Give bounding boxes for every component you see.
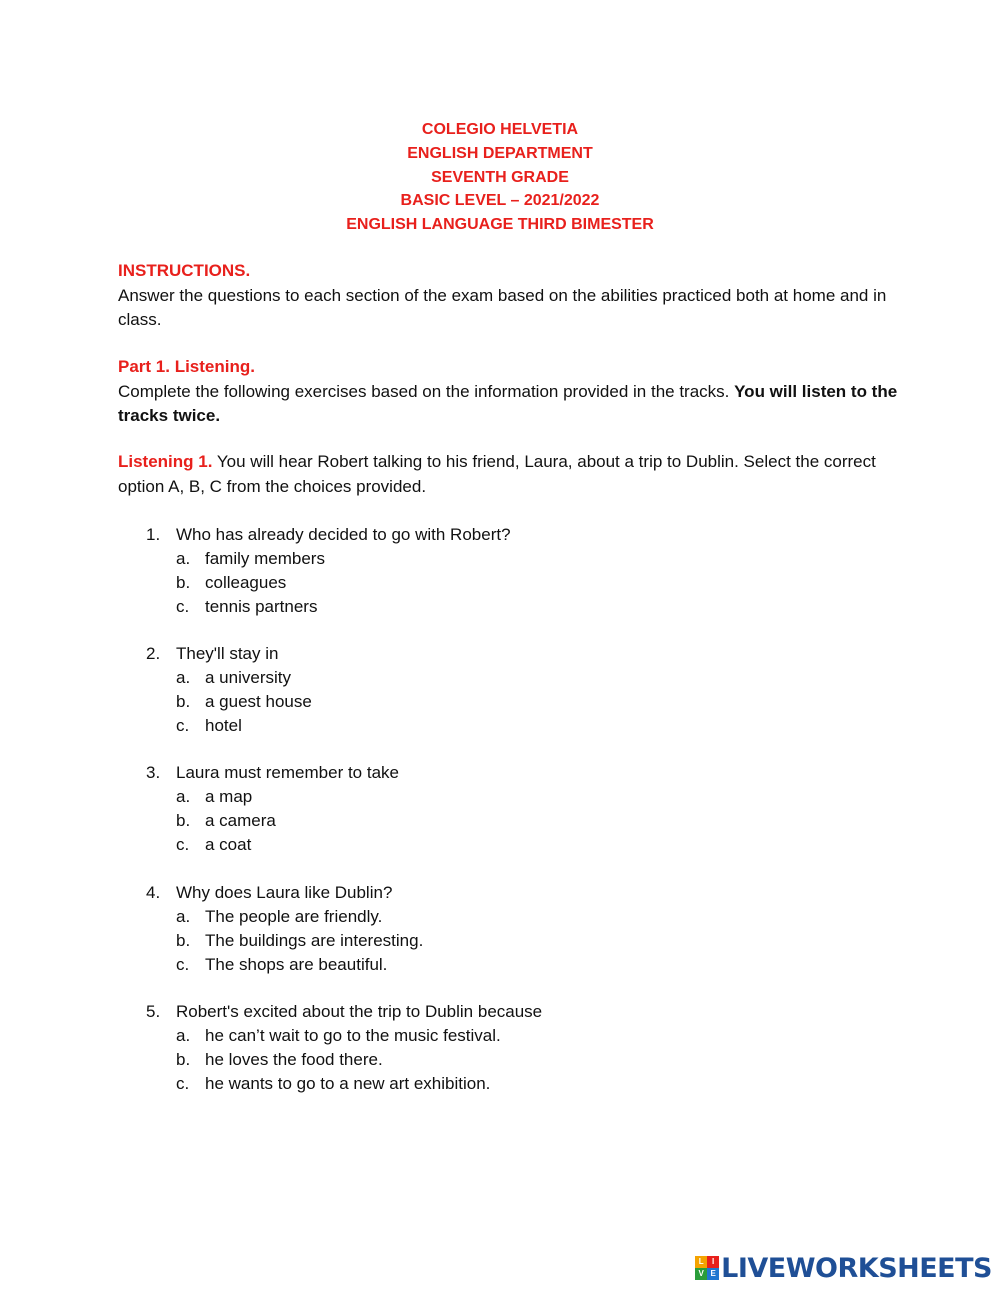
- question-4-options: [176, 905, 423, 977]
- option-text: he loves the food there.: [205, 1050, 383, 1069]
- option-c[interactable]: [176, 833, 276, 857]
- option-b[interactable]: [176, 809, 276, 833]
- part1-bold-note: You will listen to the tracks twice.: [118, 381, 898, 425]
- question-2: [146, 642, 278, 666]
- logo-mark-e: E: [707, 1268, 719, 1280]
- instructions-heading: INSTRUCTIONS.: [118, 261, 251, 280]
- level-year: BASIC LEVEL – 2021/2022: [400, 192, 600, 210]
- option-text: a coat: [205, 835, 252, 854]
- option-a[interactable]: [176, 905, 423, 929]
- logo-mark-v: V: [695, 1268, 707, 1280]
- part1-text: [118, 380, 898, 429]
- option-text: a guest house: [205, 692, 312, 711]
- option-text: tennis partners: [205, 597, 318, 616]
- listening1-label: Listening 1.: [118, 452, 213, 471]
- option-text: hotel: [205, 716, 242, 735]
- exam-title: ENGLISH LANGUAGE THIRD BIMESTER: [346, 216, 654, 234]
- question-4: [146, 881, 392, 905]
- question-5-options: [176, 1024, 501, 1096]
- question-3-options: [176, 785, 276, 857]
- part1-heading: Part 1. Listening.: [118, 357, 255, 376]
- instructions-section: [118, 259, 898, 333]
- listening1-text: You will hear Robert talking to his friend, Laura, about a trip to Dublin. Select the correct option A, B, C from the choices provided.: [118, 452, 876, 496]
- option-b[interactable]: [176, 929, 423, 953]
- liveworksheets-logo: [695, 1253, 992, 1283]
- option-b[interactable]: [176, 1048, 501, 1072]
- question-number: 1.: [146, 525, 161, 544]
- listening1-section: [118, 450, 898, 499]
- logo-text: LIVEWORKSHEETS: [721, 1252, 992, 1284]
- option-a[interactable]: [176, 547, 325, 571]
- option-text: The people are friendly.: [205, 907, 383, 926]
- option-a[interactable]: [176, 785, 276, 809]
- option-letter: a.: [176, 787, 191, 806]
- option-text: he can’t wait to go to the music festival.: [205, 1026, 501, 1045]
- question-text: Who has already decided to go with Robert?: [176, 525, 511, 544]
- option-letter: c.: [176, 716, 190, 735]
- part1-section: [118, 355, 898, 429]
- question-text: They'll stay in: [176, 644, 279, 663]
- option-letter: c.: [176, 597, 190, 616]
- option-letter: a.: [176, 549, 191, 568]
- grade-label: SEVENTH GRADE: [431, 168, 569, 186]
- logo-mark-i: I: [707, 1256, 719, 1268]
- option-text: The buildings are interesting.: [205, 931, 424, 950]
- logo-mark-l: L: [695, 1256, 707, 1268]
- question-5: [146, 1000, 542, 1024]
- option-letter: b.: [176, 573, 191, 592]
- instructions-text: Answer the questions to each section of the exam based on the abilities practiced both at home and in class.: [118, 285, 887, 329]
- option-b[interactable]: [176, 571, 325, 595]
- option-text: a camera: [205, 811, 276, 830]
- question-text: Why does Laura like Dublin?: [176, 883, 393, 902]
- option-letter: b.: [176, 931, 191, 950]
- option-letter: c.: [176, 835, 190, 854]
- option-text: colleagues: [205, 573, 287, 592]
- option-text: a university: [205, 668, 291, 687]
- question-number: 4.: [146, 883, 161, 902]
- option-c[interactable]: [176, 953, 423, 977]
- question-text: Laura must remember to take: [176, 763, 399, 782]
- question-1: [146, 523, 511, 547]
- liveworksheets-logo-icon: [695, 1256, 719, 1280]
- option-text: family members: [205, 549, 325, 568]
- department-name: ENGLISH DEPARTMENT: [407, 144, 593, 162]
- question-1-options: [176, 547, 325, 619]
- option-letter: c.: [176, 1074, 190, 1093]
- option-letter: a.: [176, 1026, 191, 1045]
- part1-instructions: Complete the following exercises based on the information provided in the tracks.: [118, 381, 735, 401]
- option-letter: a.: [176, 907, 191, 926]
- option-c[interactable]: [176, 714, 312, 738]
- option-c[interactable]: [176, 1072, 501, 1096]
- school-name: COLEGIO HELVETIA: [421, 121, 579, 138]
- option-letter: c.: [176, 955, 190, 974]
- question-number: 3.: [146, 763, 161, 782]
- option-a[interactable]: [176, 1024, 501, 1048]
- option-text: he wants to go to a new art exhibition.: [205, 1074, 491, 1093]
- question-number: 2.: [146, 644, 161, 663]
- option-a[interactable]: [176, 666, 312, 690]
- option-letter: b.: [176, 1050, 191, 1069]
- question-2-options: [176, 666, 312, 738]
- document-header: [0, 118, 1000, 237]
- option-text: a map: [205, 787, 253, 806]
- option-letter: b.: [176, 692, 191, 711]
- option-c[interactable]: [176, 595, 325, 619]
- option-text: The shops are beautiful.: [205, 955, 388, 974]
- question-3: [146, 761, 399, 785]
- option-letter: a.: [176, 668, 191, 687]
- question-text: Robert's excited about the trip to Dublin because: [176, 1002, 543, 1021]
- option-letter: b.: [176, 811, 191, 830]
- option-b[interactable]: [176, 690, 312, 714]
- question-number: 5.: [146, 1002, 161, 1021]
